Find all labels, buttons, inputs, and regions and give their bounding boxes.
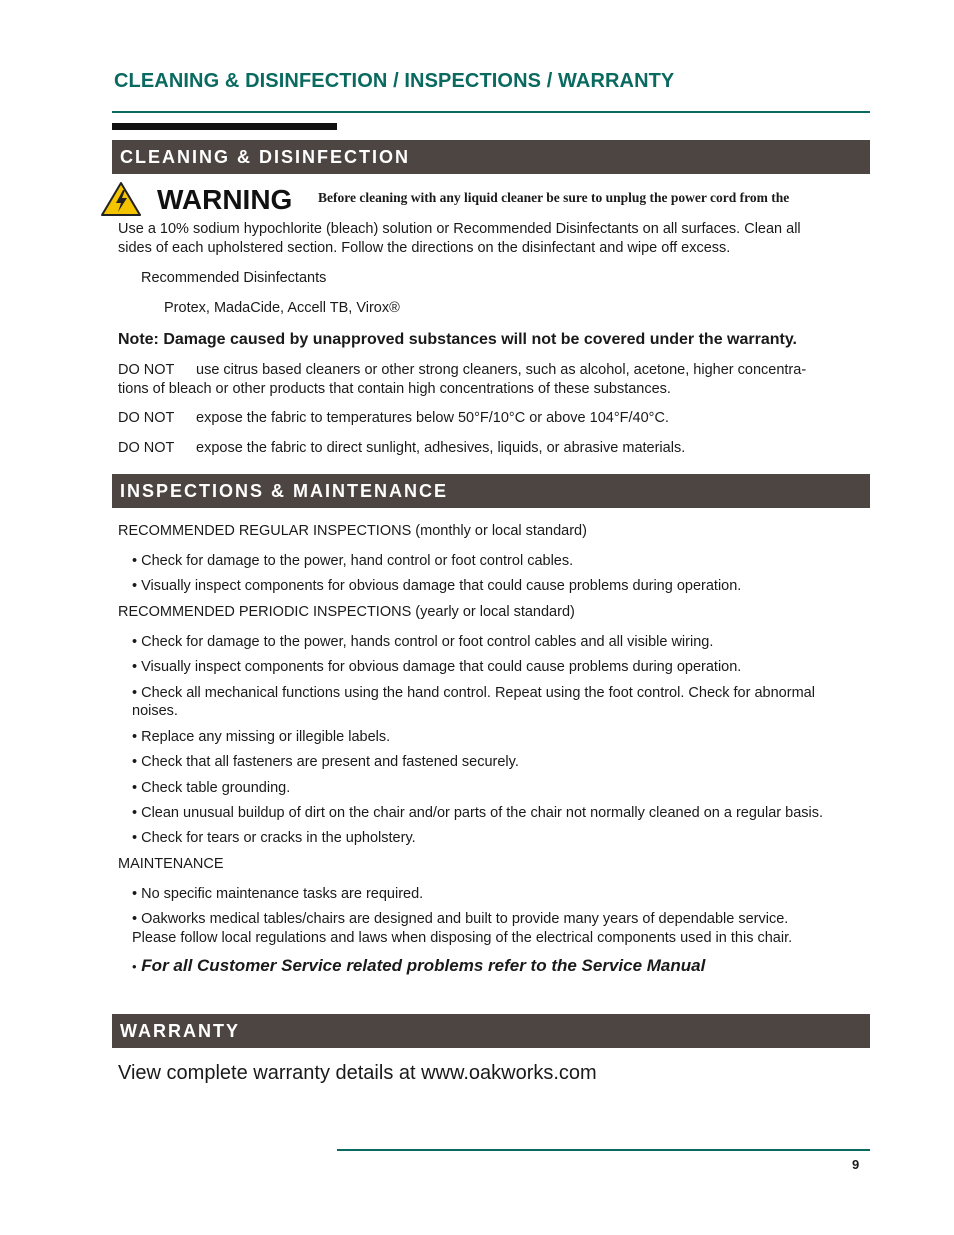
do-not-label: DO NOT [118,410,175,426]
warning-triangle-icon [100,181,142,217]
list-item: • Check table grounding. [132,780,291,796]
do-not-text: use citrus based cleaners or other strong cleaners, such as alcohol, acetone, higher concentra- [196,362,807,378]
service-manual-note [132,956,705,976]
list-item: • Oakworks medical tables/chairs are designed and built to provide many years of dependable service. [132,911,789,927]
maintenance-label: MAINTENANCE [118,856,224,872]
decorative-bar [112,123,337,130]
warning-text: Before cleaning with any liquid cleaner be sure to unplug the power cord from the [318,190,790,205]
do-not-text-continued: tions of bleach or other products that contain high concentrations of these substances. [118,381,671,397]
do-not-label: DO NOT [118,362,175,378]
section-heading-inspections: INSPECTIONS & MAINTENANCE [112,474,870,508]
periodic-inspections-label: RECOMMENDED PERIODIC INSPECTIONS (yearly or local standard) [118,604,575,620]
do-not-item-3 [118,439,858,458]
title-divider [112,111,870,113]
list-item: • Visually inspect components for obvious damage that could cause problems during operation. [132,659,742,675]
service-manual-text: For all Customer Service related problems refer to the Service Manual [141,956,706,975]
do-not-text: expose the fabric to direct sunlight, adhesives, liquids, or abrasive materials. [196,440,686,456]
do-not-text: expose the fabric to temperatures below 50°F/10°C or above 104°F/40°C. [196,410,669,426]
do-not-item-2 [118,409,858,428]
list-item-continued: Please follow local regulations and laws when disposing of the electrical components used in this chair. [132,930,793,946]
bullet-glyph: • [132,959,137,974]
footer-divider [337,1149,870,1151]
list-item: • Clean unusual buildup of dirt on the chair and/or parts of the chair not normally cleaned on a regular basis. [132,805,824,821]
list-item: • Visually inspect components for obvious damage that could cause problems during operation. [132,578,742,594]
section-heading-warranty: WARRANTY [112,1014,870,1048]
page-title: CLEANING & DISINFECTION / INSPECTIONS / WARRANTY [114,70,675,92]
do-not-item-1 [118,361,858,399]
list-item: • Check for damage to the power, hand control or foot control cables. [132,553,574,569]
list-item-continued: noises. [132,703,178,719]
page-number: 9 [852,1157,860,1172]
section-heading-cleaning: CLEANING & DISINFECTION [112,140,870,174]
disinfectant-list: Protex, MadaCide, Accell TB, Virox® [164,300,400,316]
cleaning-instructions-line-2: sides of each upholstered section. Follow the directions on the disinfectant and wipe off excess. [118,240,731,256]
warning-label: WARNING [157,184,293,215]
warranty-note: Note: Damage caused by unapproved substances will not be covered under the warranty. [118,331,797,348]
cleaning-instructions-line-1: Use a 10% sodium hypochlorite (bleach) solution or Recommended Disinfectants on all surfaces. Clean all [118,221,801,237]
list-item: • Replace any missing or illegible labels. [132,729,391,745]
recommended-disinfectants-label: Recommended Disinfectants [141,270,327,286]
warranty-details-text: View complete warranty details at www.oakworks.com [118,1062,597,1084]
list-item: • No specific maintenance tasks are required. [132,886,424,902]
list-item: • Check that all fasteners are present and fastened securely. [132,754,519,770]
list-item: • Check for tears or cracks in the upholstery. [132,830,416,846]
regular-inspections-label: RECOMMENDED REGULAR INSPECTIONS (monthly or local standard) [118,523,587,539]
do-not-label: DO NOT [118,440,175,456]
list-item: • Check for damage to the power, hands control or foot control cables and all visible wiring. [132,634,714,650]
list-item: • Check all mechanical functions using the hand control. Repeat using the foot control. Check for abnormal [132,685,815,701]
